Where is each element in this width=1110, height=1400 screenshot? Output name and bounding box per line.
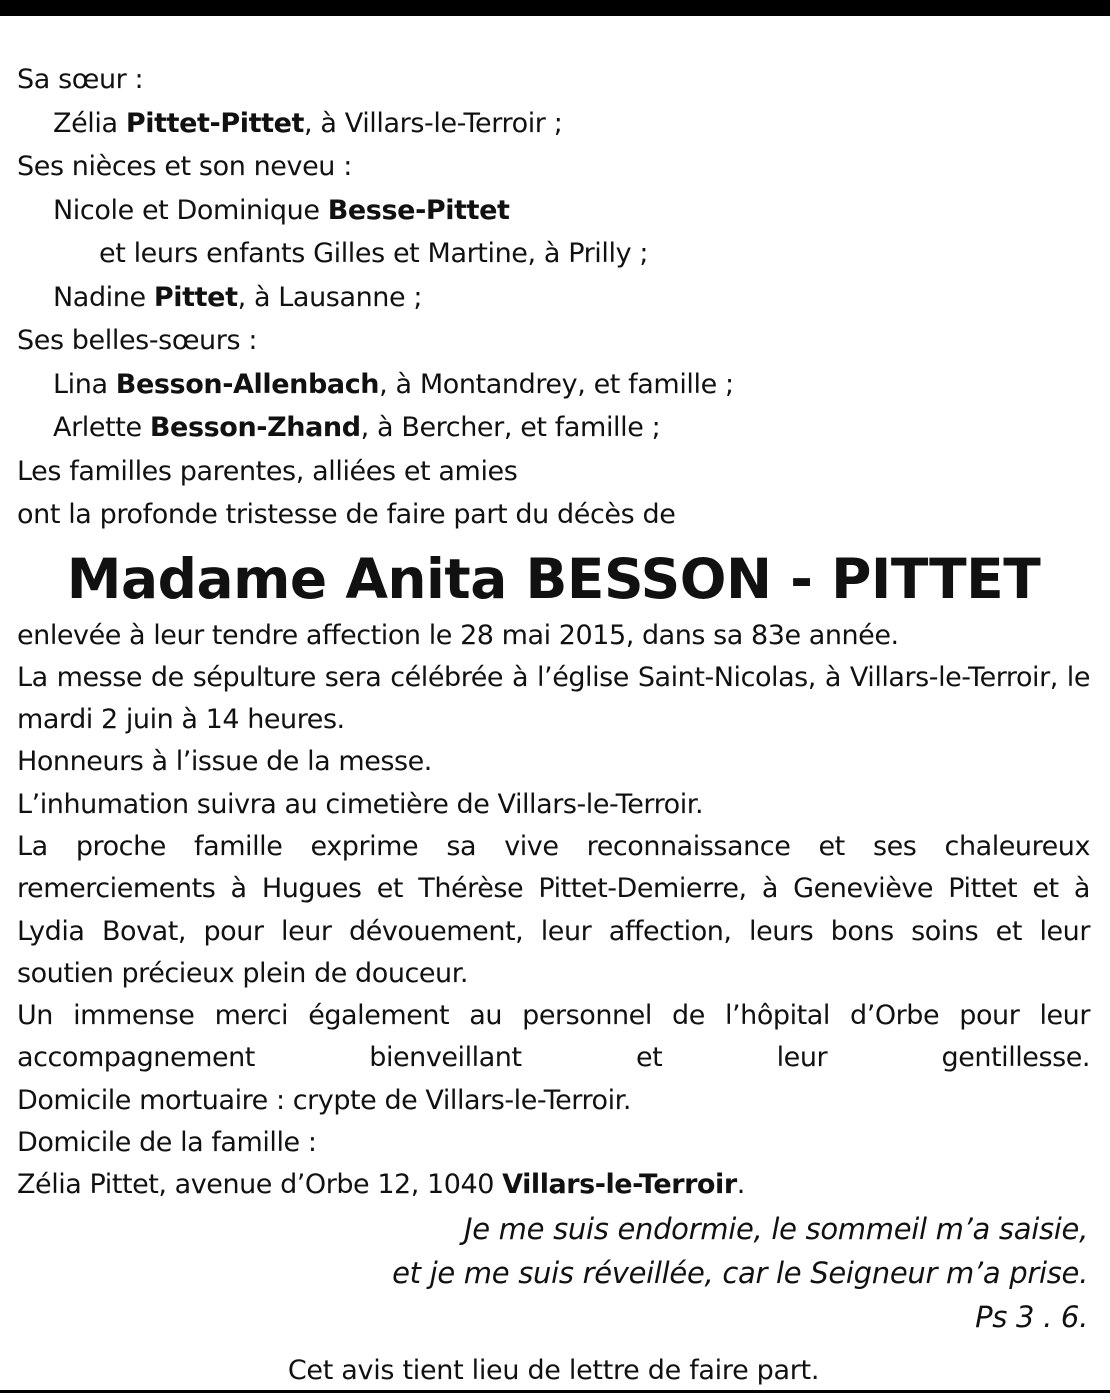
announce-line: ont la profonde tristesse de faire part du décès de: [17, 499, 676, 530]
address-street: Zélia Pittet, avenue d’Orbe 12, 1040: [17, 1169, 494, 1201]
obituary-notice: [17, 58, 1090, 1391]
sister-place: , à Villars-le-Terroir ;: [304, 107, 563, 139]
verse-reference: Ps 3 . 6.: [975, 1299, 1088, 1334]
sil2-surname: Besson-Zhand: [149, 412, 361, 443]
niece1-surname: Besse-Pittet: [327, 194, 510, 226]
paragraph-honours: Honneurs à l’issue de la messe.: [17, 746, 432, 778]
paragraph-hospital: Un immense merci également au personnel de l’hôpital d’Orbe pour leur accompagnement bienveillant et leur gentillesse.: [17, 1000, 1090, 1074]
paragraph-family-home: Domicile de la famille :: [17, 1127, 317, 1159]
family-address: [17, 1164, 1090, 1206]
sil1-surname: Besson-Allenbach: [115, 368, 380, 400]
sister-name: Zélia: [53, 107, 118, 139]
sil2-entry: [17, 406, 1090, 450]
paragraph-mortuary: Domicile mortuaire : crypte de Villars-le-Terroir.: [17, 1084, 631, 1116]
address-town: Villars-le-Terroir: [502, 1169, 737, 1201]
niece2-surname: Pittet: [153, 281, 238, 313]
paragraph-mass: La messe de sépulture sera célébrée à l’église Saint-Nicolas, à Villars-le-Terroir, le mardi 2 juin à 14 heures.: [17, 661, 1090, 736]
top-rule: [0, 0, 1110, 16]
sil2-place: , à Bercher, et famille ;: [360, 412, 661, 443]
niece1-entry: [17, 189, 1090, 233]
sil2-name: Arlette: [53, 412, 142, 443]
address-end: .: [736, 1169, 745, 1201]
niece2-place: , à Lausanne ;: [237, 281, 423, 313]
nieces-heading: Ses nièces et son neveu :: [17, 151, 352, 182]
paragraph-burial: L’inhumation suivra au cimetière de Villars-le-Terroir.: [17, 788, 704, 820]
closing-note: Cet avis tient lieu de lettre de faire part.: [287, 1354, 820, 1386]
niece2-name: Nadine: [53, 281, 146, 313]
niece1-name: Nicole et Dominique: [53, 194, 320, 226]
bottom-rule: [0, 1390, 1110, 1393]
niece1-children: et leurs enfants Gilles et Martine, à Prilly ;: [99, 238, 649, 269]
deceased-name: Madame Anita BESSON - PITTET: [66, 546, 1041, 611]
verse-line-1: Je me suis endormie, le sommeil m’a saisie,: [463, 1211, 1088, 1246]
families-line: Les familles parentes, alliées et amies: [17, 455, 518, 487]
sil1-place: , à Montandrey, et famille ;: [379, 368, 734, 400]
sil1-name: Lina: [53, 368, 108, 400]
sister-entry: [17, 102, 1090, 146]
paragraph-age: enlevée à leur tendre affection le 28 mai 2015, dans sa 83e année.: [17, 619, 899, 651]
niece2-entry: [17, 276, 1090, 320]
paragraph-thanks: La proche famille exprime sa vive reconnaissance et ses chaleureux remerciements à Hugues et Thérèse Pittet-Demierre, à Geneviève Pittet et à Lydia Bovat, pour leur dévouement, leur affection, leurs bons soins et leur soutien précieux plein de douceur.: [17, 830, 1090, 989]
verse-line-2: et je me suis réveillée, car le Seigneur m’a prise.: [392, 1255, 1088, 1290]
sil1-entry: [17, 363, 1090, 407]
sister-surname: Pittet-Pittet: [125, 107, 305, 139]
sisters-in-law-heading: Ses belles-sœurs :: [17, 325, 258, 356]
sister-heading: Sa sœur :: [17, 64, 144, 95]
